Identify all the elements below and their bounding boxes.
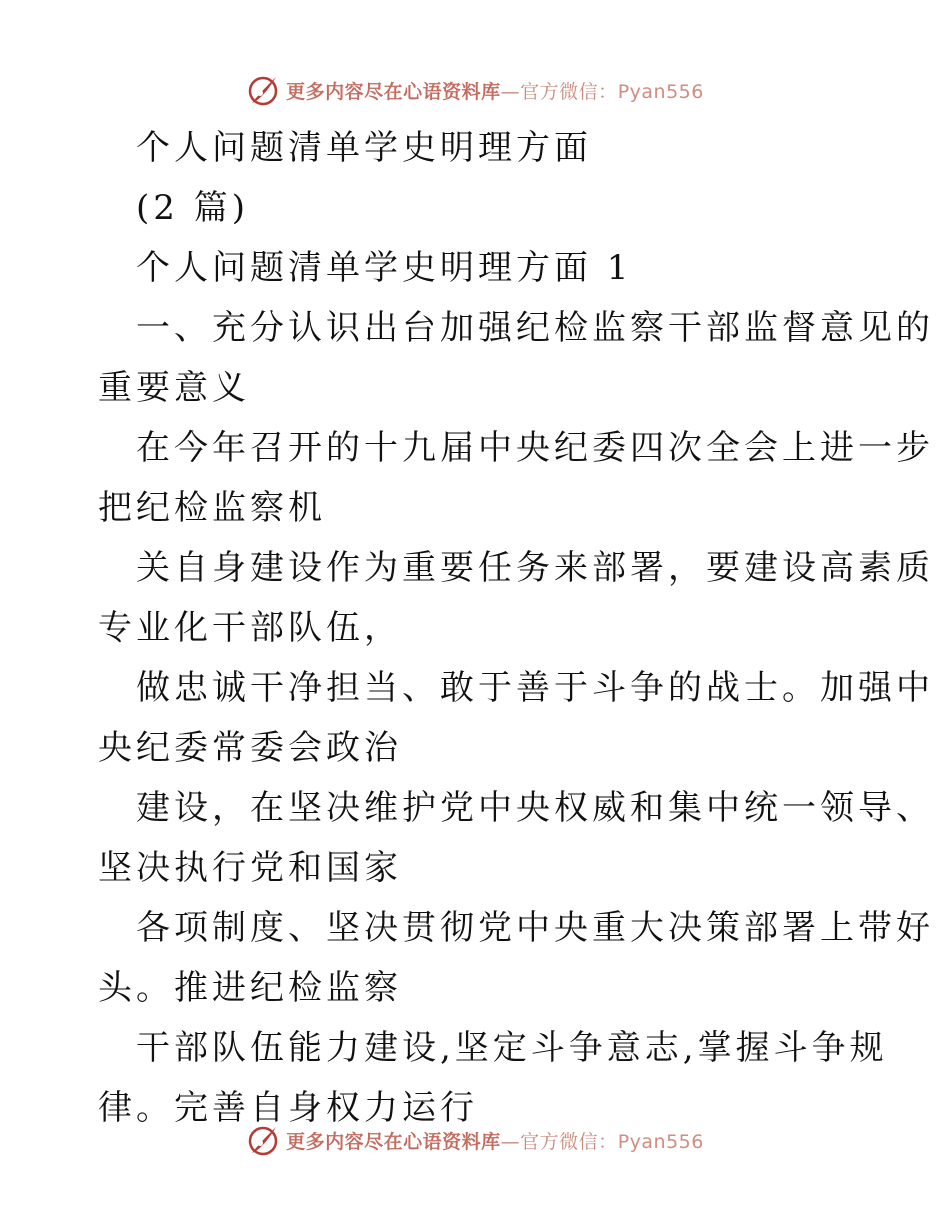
paragraph-line: 头。推进纪检监察 [98, 968, 402, 1008]
document-subtitle: (2 篇) [136, 188, 249, 228]
document-title: 个人问题清单学史明理方面 [136, 128, 592, 168]
document-body [98, 118, 934, 1138]
paragraph-line: 一、充分认识出台加强纪检监察干部监督意见的 [136, 308, 934, 348]
watermark-banner-bottom [0, 1120, 950, 1160]
watermark-content [246, 1123, 704, 1157]
paragraph-line: 央纪委常委会政治 [98, 728, 402, 768]
paragraph-line: 干部队伍能力建设,坚定斗争意志,掌握斗争规 [136, 1028, 888, 1068]
paragraph-line: 关自身建设作为重要任务来部署，要建设高素质 [136, 548, 934, 588]
paragraph-line: 专业化干部队伍， [98, 608, 402, 648]
paragraph-line: 各项制度、坚决贯彻党中央重大决策部署上带好 [136, 908, 934, 948]
watermark-dash: — [500, 1130, 521, 1153]
watermark-content [246, 73, 704, 107]
paragraph-line: 做忠诚干净担当、敢于善于斗争的战士。加强中 [136, 668, 934, 708]
watermark-wechat-label: 官方微信： [520, 80, 618, 103]
paragraph-line: 坚决执行党和国家 [98, 848, 402, 888]
paragraph-line: 建设，在坚决维护党中央权威和集中统一领导、 [136, 788, 934, 828]
paragraph-line: 重要意义 [98, 368, 250, 408]
watermark-dash: — [500, 80, 521, 103]
watermark-site-name: 更多内容尽在心语资料库 [286, 1130, 501, 1153]
paragraph-line: 律。完善自身权力运行 [98, 1088, 478, 1128]
section-heading: 个人问题清单学史明理方面 1 [136, 248, 633, 288]
paragraph-line: 把纪检监察机 [98, 488, 326, 528]
watermark-text [286, 77, 704, 104]
watermark-site-name: 更多内容尽在心语资料库 [286, 80, 501, 103]
quill-logo-icon [246, 73, 280, 107]
watermark-wechat-id: Pyan556 [617, 1130, 704, 1153]
watermark-text [286, 1127, 704, 1154]
paragraph-line: 在今年召开的十九届中央纪委四次全会上进一步 [136, 428, 934, 468]
watermark-wechat-id: Pyan556 [617, 80, 704, 103]
quill-logo-icon [246, 1123, 280, 1157]
watermark-banner-top [0, 70, 950, 110]
watermark-wechat-label: 官方微信： [520, 1130, 618, 1153]
